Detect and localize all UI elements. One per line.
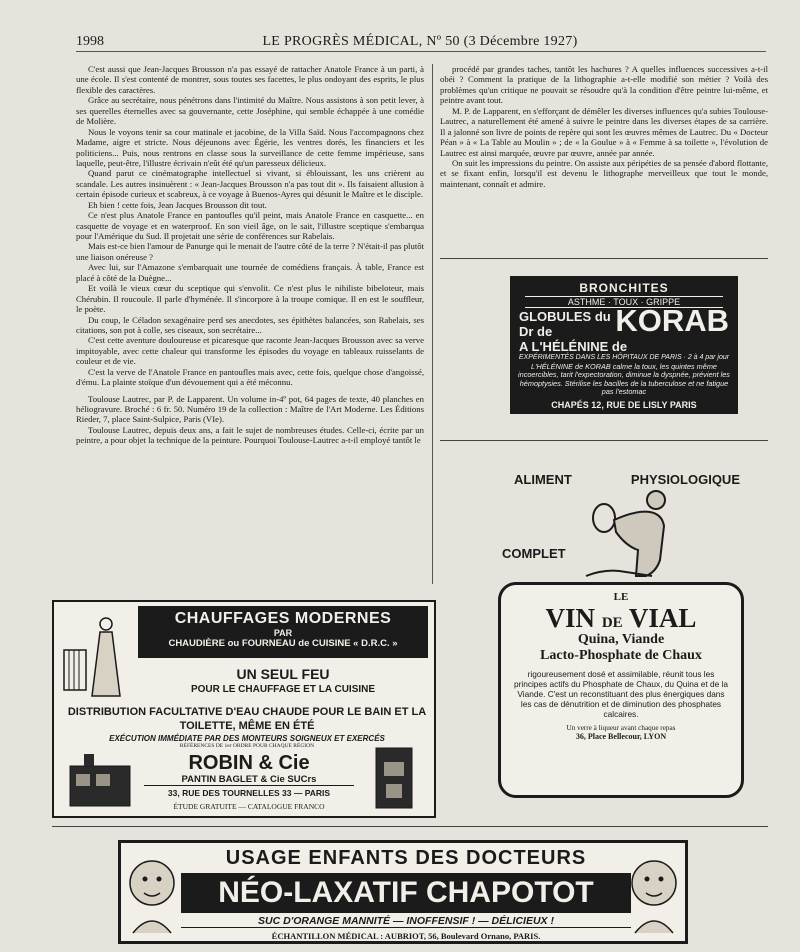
ad-vial-address: 36, Place Bellecour, LYON	[575, 731, 667, 741]
ad-chauffages-title: CHAUFFAGES MODERNES	[174, 610, 392, 627]
paragraph: Grâce au secrétaire, nous pénétrons dans l'intimité du Maître. Nous assistons à son petit lever, à ses querelles éternelles avec sa gouvernante, cette Joséphine, qui semble échappée à une comédie de Molière.	[76, 95, 424, 127]
divider	[440, 258, 768, 259]
ad-vial-complet: COMPLET	[502, 546, 566, 561]
ad-korab-line2: ASTHME · TOUX · GRIPPE	[525, 296, 723, 308]
ad-vial-name-a: VIN	[545, 603, 596, 633]
ad-chauffages-par: PAR	[273, 628, 293, 638]
ad-chauffages-address: 33, RUE DES TOURNELLES 33 — PARIS	[167, 788, 331, 798]
paragraph: Mais est-ce bien l'amour de Panurge qui le menait de l'autre côté de la terre ? N'était-il pas plutôt une liaison onéreuse ?	[76, 241, 424, 262]
ad-vial-dose: Un verre à liqueur avant chaque repas	[566, 723, 676, 732]
ad-chauffages-references: RÉFÉRENCES DE 1er ORDRE POUR CHAQUE RÉGION	[179, 743, 315, 749]
book-review-heading: Toulouse Lautrec, par P. de Lapparent. Un volume in-4º pot, 64 pages de texte, 40 planches en héliogravure. Broché : 6 fr. 50. Numéro 19 de la collection : Maître de l'Art Moderne. Les Éditions Rieder, 7, place Saint-Sulpice, Paris (VIe).	[76, 393, 424, 425]
ad-chauffages-tagline2: POUR LE CHAUFFAGE ET LA CUISINE	[190, 684, 376, 695]
woman-radiator-illustration-icon	[62, 610, 132, 700]
ad-neo-line3: SUC D'ORANGE MANNITÉ — INOFFENSIF ! — DÉLICIEUX !	[181, 915, 631, 928]
ad-chauffages-execution: EXÉCUTION IMMÉDIATE PAR DES MONTEURS SOIGNEUX ET EXERCÉS	[109, 734, 385, 743]
ad-vial-name-b: VIAL	[628, 603, 697, 633]
ad-vial-head-right: PHYSIOLOGIQUE	[630, 472, 740, 487]
paragraph: Nous le voyons tenir sa cour matinale et jacobine, de la Villa Saïd. Nous l'accompagnons chez Madame, aigre et stricte. Nous déjeunons avec Égérie, les ventres dorés, les financiers et les politiciens... Puis, nous rentrons en classe sous la surveillance de cette femme impérieuse, sans laquelle, peut-être, l'illustre écrivain n'eût été qu'un paresseux délicieux.	[76, 126, 424, 168]
paragraph: Avec lui, sur l'Amazone s'embarquait une tournée de comédiens français. À table, France est placé à côté de la Duègne...	[76, 262, 424, 283]
paragraph: On suit les impressions du peintre. On assiste aux péripéties de sa pensée d'abord flottante, et se fixant enfin, lorsqu'il est devenu le lithographe merveilleux que tout le monde, maintenant, connaît et admire.	[440, 157, 768, 189]
ad-vial-le: LE	[613, 591, 629, 603]
ad-korab-line3b: A L'HÉLÉNINE de	[519, 339, 628, 354]
ad-chauffages-banner	[138, 606, 428, 658]
ad-chauffages-sub: CHAUDIÈRE ou FOURNEAU de CUISINE « D.R.C. »	[168, 638, 398, 649]
page-number: 1998	[76, 33, 104, 49]
ad-vial-head-left: ALIMENT	[514, 472, 572, 487]
ad-neo-line1: USAGE ENFANTS DES DOCTEURS	[225, 847, 587, 869]
ad-korab-line4: EXPÉRIMENTÉS DANS LES HÔPITAUX DE PARIS · 2 à 4 par jour	[518, 354, 730, 361]
ad-korab-line5: L'HÉLÉNINE de KORAB calme la toux, les quintes même incoercibles, tarit l'expectoration, diminue la dyspnée, prévient les hémoptysies. Stérilise les bacilles de la tuberculose et ne fatigue pas l'estomac	[518, 362, 730, 397]
child-portrait-right-icon	[627, 849, 681, 937]
child-portrait-left-icon	[125, 849, 179, 937]
paragraph: Toulouse Lautrec, depuis deux ans, a fait le sujet de nombreuses études. Celle-ci, écrite par un peintre, a pour objet la technique de la peinture. Pourquoi Toulouse-Lautrec a-t-il employé tantôt le	[76, 424, 424, 446]
paragraph: C'est aussi que Jean-Jacques Brousson n'a pas essayé de rattacher Anatole France à un parti, à une école. Il s'est contenté de montrer, sous toutes ses facettes, le plus ondoyant des esprits, le plus flexible des caractères.	[76, 64, 424, 95]
ad-neo-line4: ÉCHANTILLON MÉDICAL : AUBRIOT, 56, Boulevard Ornano, PARIS.	[271, 931, 541, 941]
divider	[52, 826, 768, 827]
right-column	[440, 64, 768, 189]
ad-korab-address: CHAPÉS 12, RUE DE LISLY PARIS	[551, 399, 697, 410]
paragraph: Ce n'est plus Anatole France en pantoufles qu'il peint, mais Anatole France en casquette... en casquette de voyage et en waterproof. En son vieil âge, on le sait, l'illustre sceptique s'embarqua pour l'Amérique du Sud. Il projetait une série de conférences sur Rabelais.	[76, 210, 424, 241]
ad-korab-brand-line	[513, 303, 735, 354]
ad-vial-sub1: Quina, Viande	[577, 632, 665, 647]
ad-chauffages-tagline: UN SEUL FEU	[236, 666, 330, 682]
ad-neo-laxatif	[118, 840, 688, 944]
paragraph: procédé par grandes taches, tantôt les hachures ? A quelles influences successives a-t-il obéi ? Comment la pratique de la lithographie a-t-elle modifié son métier ? Voilà des problèmes qu'un critique ne pouvait se résoudre qu'à la condition d'être peintre lui-même, et peintre avant tout.	[440, 64, 768, 106]
ad-chauffages-footer: ÉTUDE GRATUITE — CATALOGUE FRANCO	[173, 802, 325, 811]
ad-korab-brand: KORAB	[615, 303, 729, 338]
ad-vial-name-de: DE	[601, 615, 623, 631]
page-header	[76, 34, 766, 52]
paragraph: C'est cette aventure douloureuse et picaresque que raconte Jean-Jacques Brousson avec sa verve impitoyable, avec cette chaleur qui transforme les épisodes du voyage en tableaux ruisselants de couleur et de vie.	[76, 335, 424, 367]
column-divider	[432, 64, 433, 584]
paragraph: Du coup, le Céladon sexagénaire perd ses anecdotes, ses épithètes balancées, son Rabelais, ses citations, son pot à colle, ses ciseaux, son secrétaire...	[76, 314, 424, 335]
paragraph: M. P. de Lapparent, en s'efforçant de démêler les diverses influences qu'a subies Toulouse-Lautrec, a naturellement été amené à suivre le peintre dans les diverses étapes de sa carrière. Il a jalonné son livre de points de repère qui sont les œuvres mêmes de Lautrec. Du « Docteur Péan » à « La Table au Moulin » ; de « la Goulue » à « Femme à sa toilette », l'évolution de Lautrec est ainsi marquée, œuvre par œuvre, année par année.	[440, 105, 768, 158]
ad-chauffages-modernes	[52, 600, 436, 818]
ad-korab-line3a: GLOBULES du Dr de	[519, 309, 611, 339]
ad-vial-body: rigoureusement dosé et assimilable, réunit tous les principes actifs du Phosphate de Chaux, du Quina et de la Viande. C'est un reconstituant des plus énergiques dans les cas de dénutrition et de diminution des phosphates calcaires.	[513, 669, 728, 719]
left-column	[76, 64, 424, 446]
athlete-figure-icon	[566, 480, 686, 580]
paragraph: Et voilà le vieux cœur du sceptique qui s'envolit. Ce n'est plus le nihiliste bibeloteur, mais Chérubin. Il roucoule. Il parle d'hyménée. Il s'incorpore à la troupe comique. Il en est le souffleur, le poète.	[76, 283, 424, 315]
ad-chauffages-company: ROBIN & Cie	[188, 752, 310, 774]
boiler-illustration-icon	[364, 742, 424, 812]
journal-title: LE PROGRÈS MÉDICAL, Nº 50 (3 Décembre 1927)	[262, 33, 578, 49]
ad-vial-sub2: Lacto-Phosphate de Chaux	[540, 648, 702, 663]
ad-vin-de-vial	[498, 582, 744, 798]
ad-korab	[510, 276, 738, 414]
ad-vial-name	[501, 605, 741, 632]
ad-chauffages-body: DISTRIBUTION FACULTATIVE D'EAU CHAUDE POUR LE BAIN ET LA TOILETTE, MÊME EN ÉTÉ	[67, 706, 427, 732]
paragraph: C'est la verve de l'Anatole France en pantoufles mais avec, cette fois, quelque chose d'angoissé, d'ému. La plainte stoïque d'un dévouement qui a été méconnu.	[76, 366, 424, 388]
stove-illustration-icon	[66, 752, 136, 812]
divider	[440, 440, 768, 441]
ad-chauffages-company2: PANTIN BAGLET & Cie SUCrs	[144, 774, 354, 786]
ad-korab-line1: BRONCHITES	[579, 281, 669, 295]
ad-neo-brand: NÉO-LAXATIF CHAPOTOT	[181, 873, 631, 913]
paragraph: Eh bien ! cette fois, Jean Jacques Brousson dit tout.	[88, 199, 267, 210]
paragraph: Quand parut ce cinématographe intellectuel si vivant, si éblouissant, les uns crièrent au scandale. Les autres insinuèrent : « Jean-Jacques Brousson n'a pas tout dit ». Ils faisaient allusion à certain épisode curieux et scabreux, à ce voyage à Buenos-Ayres qui désunit le Maître et le disciple.	[76, 168, 424, 200]
